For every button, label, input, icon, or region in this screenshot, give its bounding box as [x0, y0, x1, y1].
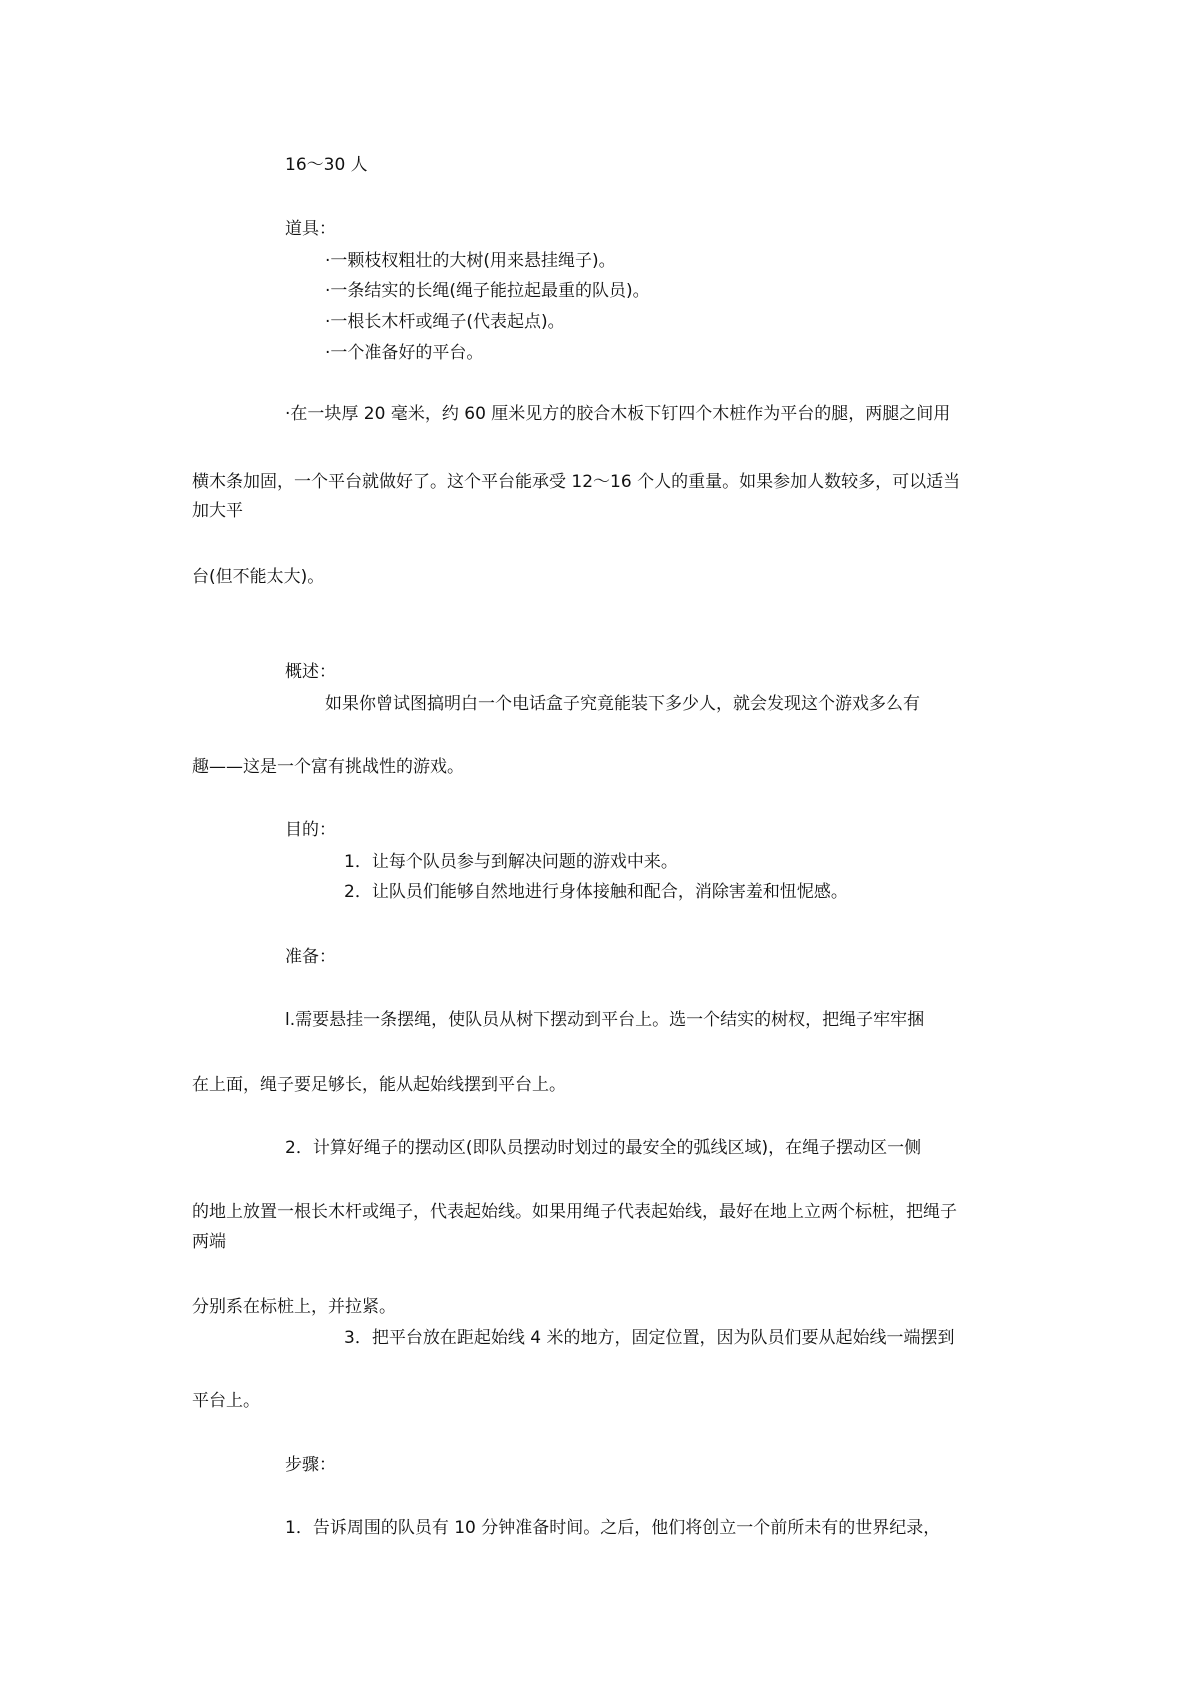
prep-step-line: 平台上。 [192, 1391, 260, 1411]
goal-item: 2．让队员们能够自然地进行身体接触和配合，消除害羞和忸怩感。 [344, 882, 848, 902]
prep-step-line: 在上面，绳子要足够长，能从起始线摆到平台上。 [192, 1075, 566, 1095]
overview-line: 如果你曾试图搞明白一个电话盒子究竟能装下多少人，就会发现这个游戏多么有 [325, 694, 920, 714]
step-item: 1．告诉周围的队员有 10 分钟准备时间。之后，他们将创立一个前所未有的世界纪录， [285, 1518, 941, 1538]
prep-step-line: 分别系在标桩上，并拉紧。 [192, 1297, 396, 1317]
overview-heading: 概述： [285, 662, 336, 682]
group-size: 16～30 人 [285, 155, 368, 175]
props-item: ·一根长木杆或绳子(代表起点)。 [325, 312, 565, 332]
platform-note-line: ·在一块厚 20 毫米，约 60 厘米见方的胶合木板下钉四个木桩作为平台的腿，两腿之间用 [285, 404, 951, 424]
prep-step-line: 3．把平台放在距起始线 4 米的地方，固定位置，因为队员们要从起始线一端摆到 [344, 1328, 955, 1348]
prep-step-line: 两端 [192, 1232, 226, 1252]
prep-step-line: l.需要悬挂一条摆绳，使队员从树下摆动到平台上。选一个结实的树杈，把绳子牢牢捆 [285, 1010, 925, 1030]
prep-step-line: 的地上放置一根长木杆或绳子，代表起始线。如果用绳子代表起始线，最好在地上立两个标桩，把绳子 [192, 1202, 957, 1222]
props-heading: 道具： [285, 219, 336, 239]
steps-heading: 步骤： [285, 1455, 336, 1475]
platform-note-line: 台(但不能太大)。 [192, 567, 325, 587]
prep-step-line: 2．计算好绳子的摆动区(即队员摆动时划过的最安全的弧线区域)，在绳子摆动区一侧 [285, 1138, 922, 1158]
platform-note-line: 加大平 [192, 501, 243, 521]
props-item: ·一条结实的长绳(绳子能拉起最重的队员)。 [325, 281, 650, 301]
prep-heading: 准备： [285, 947, 336, 967]
goals-heading: 目的： [285, 820, 336, 840]
props-item: ·一个准备好的平台。 [325, 343, 484, 363]
props-item: ·一颗枝杈粗壮的大树(用来悬挂绳子)。 [325, 251, 616, 271]
platform-note-line: 横木条加固，一个平台就做好了。这个平台能承受 12～16 个人的重量。如果参加人数较多，可以适当 [192, 472, 961, 492]
goal-item: 1．让每个队员参与到解决问题的游戏中来。 [344, 852, 678, 872]
overview-line: 趣——这是一个富有挑战性的游戏。 [192, 757, 464, 777]
